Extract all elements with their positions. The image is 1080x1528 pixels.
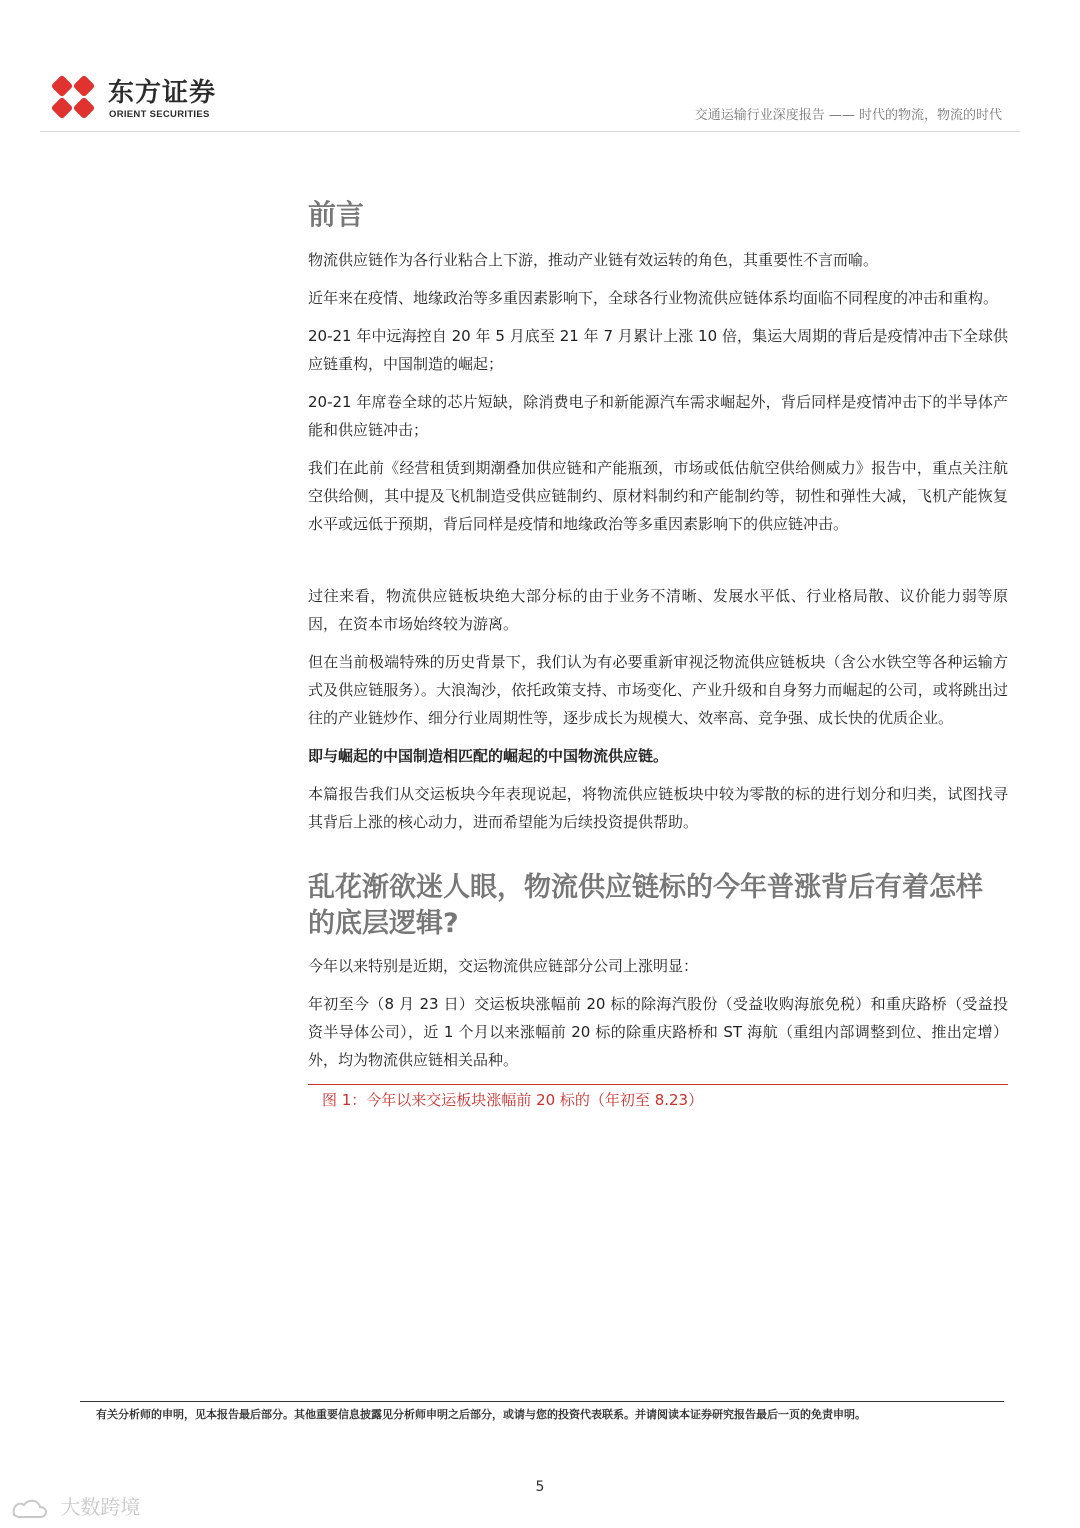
page-number: 5 xyxy=(535,1479,545,1495)
watermark-text: 大数跨境 xyxy=(60,1495,141,1519)
paragraph: 我们在此前《经营租赁到期潮叠加供应链和产能瓶颈，市场或低估航空供给侧威力》报告中，重点关注航空供给侧，其中提及飞机制造受供应链制约、原材料制约和产能制约等，韧性和弹性大减，飞机产能恢复水平或远低于预期，背后同样是疫情和地缘政治等多重因素影响下的供应链冲击。 xyxy=(308,459,1008,533)
paragraph: 但在当前极端特殊的历史背景下，我们认为有必要重新审视泛物流供应链板块（含公水铁空等各种运输方式及供应链服务）。大浪淘沙，依托政策支持、市场变化、产业升级和自身努力而崛起的公司，或将跳出过往的产业链炒作、细分行业周期性等，逐步成长为规模大、效率高、竞争强、成长快的优质企业。 xyxy=(308,653,1008,727)
footer-divider xyxy=(80,1401,1004,1402)
section-heading-preface: 前言 xyxy=(308,198,365,231)
paragraph: 20-21 年席卷全球的芯片短缺，除消费电子和新能源汽车需求崛起外，背后同样是疫情冲击下的半导体产能和供应链冲击； xyxy=(308,393,1008,439)
paragraph: 过往来看，物流供应链板块绝大部分标的由于业务不清晰、发展水平低、行业格局散、议价能力弱等原因，在资本市场始终较为游离。 xyxy=(308,587,1008,633)
paragraph: 年初至今（8 月 23 日）交运板块涨幅前 20 标的除海汽股份（受益收购海旅免税）和重庆路桥（受益投资半导体公司），近 1 个月以来涨幅前 20 标的除重庆路桥和 ST 海航（重组内部调整到位、推出定增）外，均为物流供应链相关品种。 xyxy=(308,995,1008,1069)
main-content xyxy=(308,196,1008,1111)
paragraph: 今年以来特别是近期，交运物流供应链部分公司上涨明显： xyxy=(308,957,699,975)
watermark xyxy=(10,1492,140,1522)
paragraph: 物流供应链作为各行业粘合上下游，推动产业链有效运转的角色，其重要性不言而喻。 xyxy=(308,251,879,269)
paragraph: 20-21 年中远海控自 20 年 5 月底至 21 年 7 月累计上涨 10 倍，集运大周期的背后是疫情冲击下全球供应链重构，中国制造的崛起； xyxy=(308,327,1008,373)
paragraph: 近年来在疫情、地缘政治等多重因素影响下，全球各行业物流供应链体系均面临不同程度的冲击和重构。 xyxy=(308,289,999,307)
logo-chinese-name: 东方证券 xyxy=(108,78,217,108)
section-heading-logic: 乱花渐欲迷人眼，物流供应链标的今年普涨背后有着怎样的底层逻辑? xyxy=(308,872,983,939)
paragraph-spacer xyxy=(308,548,1008,582)
figure-caption: 图 1：今年以来交运板块涨幅前 20 标的（年初至 8.23） xyxy=(308,1084,1008,1111)
section-spacer xyxy=(308,846,1008,870)
orient-securities-logo-icon xyxy=(50,74,100,124)
header-divider xyxy=(40,131,1020,132)
company-logo xyxy=(50,74,250,124)
report-header-title: 交通运输行业深度报告 —— 时代的物流，物流的时代 xyxy=(694,108,1002,123)
logo-english-name: ORIENT SECURITIES xyxy=(109,109,210,120)
footer-disclaimer: 有关分析师的申明，见本报告最后部分。其他重要信息披露见分析师申明之后部分，或请与您的投资代表联系。并请阅读本证券研究报告最后一页的免责申明。 xyxy=(96,1408,866,1421)
paragraph: 本篇报告我们从交运板块今年表现说起，将物流供应链板块中较为零散的标的进行划分和归类，试图找寻其背后上涨的核心动力，进而希望能为后续投资提供帮助。 xyxy=(308,785,1008,831)
bold-paragraph: 即与崛起的中国制造相匹配的崛起的中国物流供应链。 xyxy=(308,747,669,765)
watermark-logo-icon xyxy=(10,1497,50,1521)
